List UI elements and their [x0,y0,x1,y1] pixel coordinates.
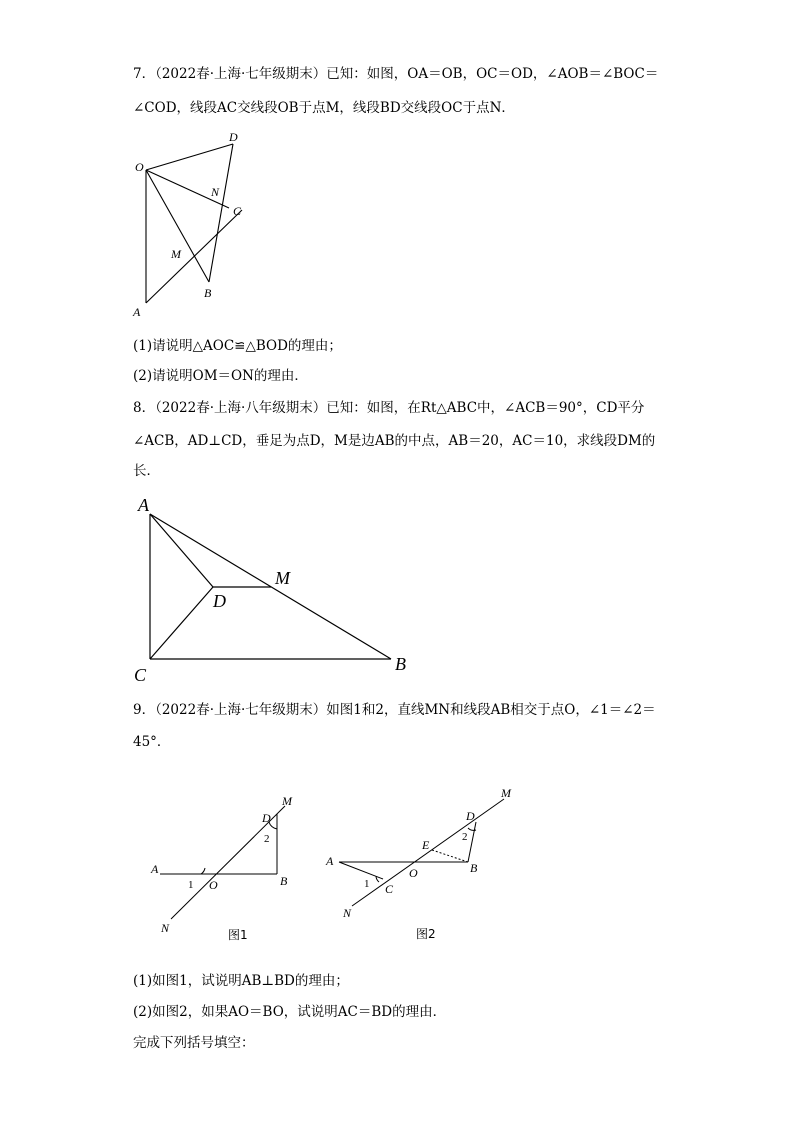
q9-source: （2022春·上海·七年级期末） [155,702,327,718]
fig2-label-A: A [326,854,334,868]
q7-sub1: (1)请说明△AOC≌△BOD的理由； [133,338,342,354]
q9-stem-text1: 如图1和2，直线MN和线段AB相交于点O，∠1＝∠2＝ [326,702,656,718]
fig2-label-angle2: 2 [462,831,468,843]
q7-label-C: C [233,204,242,218]
fig2-line-MN [352,799,504,906]
q7-stem-text1: 已知：如图，OA＝OB，OC＝OD，∠AOB＝∠BOC＝ [326,66,659,82]
q8-label-C: C [134,665,147,685]
q8-label-M: M [275,568,290,588]
fig1-caption: 图1 [228,928,248,942]
fig1-label-O: O [209,878,218,892]
fig2-label-M: M [501,786,511,800]
fig2-label-D: D [466,809,475,823]
fig1-label-N: N [161,921,170,935]
q8-label-D: D [213,591,226,611]
q7-label-B: B [204,286,212,300]
q9-instruction: 完成下列括号填空： [133,1035,255,1051]
q7-source: （2022春·上海·七年级期末） [155,66,327,82]
q7-sub2: (2)请说明OM＝ON的理由． [133,368,308,384]
q9-sub2: (2)如图2，如果AO＝BO，试说明AC＝BD的理由． [133,1004,447,1020]
fig1-label-A: A [151,862,159,876]
fig2-label-B: B [470,861,478,875]
q7-label-A: A [133,305,141,319]
fig2-label-C: C [385,882,394,896]
q8-source: （2022春·上海·八年级期末） [155,400,327,416]
fig1-label-M: M [282,794,292,808]
fig2-label-angle1: 1 [364,878,370,890]
fig1-label-angle2: 2 [264,833,270,845]
q7-label-M: M [171,247,181,261]
fig2-segment-BD [468,822,476,862]
fig2-dashed-EB [432,850,468,862]
q8-stem-line2: ∠ACB，AD⊥CD，垂足为点D，M是边AB的中点，AB＝20，AC＝10，求线段DM的 [133,433,656,449]
q8-stem-line3: 长． [133,463,160,479]
q8-label-B: B [395,654,406,674]
q7-label-D: D [229,130,238,144]
q8-number: 8． [133,400,156,416]
fig1-label-angle1: 1 [188,879,194,891]
fig2-label-E: E [422,838,430,852]
q7-stem-line2: ∠COD，线段AC交线段OB于点M，线段BD交线段OC于点N． [133,100,515,116]
fig2-label-O: O [409,866,418,880]
fig1-label-D: D [262,811,271,825]
fig2-caption: 图2 [416,927,436,941]
fig1-label-B: B [280,874,288,888]
q8-label-A: A [138,495,149,515]
q7-label-N: N [211,185,220,199]
q9-stem-line2: 45°． [133,734,171,750]
fig2-label-N: N [343,906,352,920]
q9-sub1: (1)如图1，试说明AB⊥BD的理由； [133,973,349,989]
q7-number: 7． [133,66,156,82]
q9-number: 9． [133,702,156,718]
q7-label-O: O [135,160,144,174]
q8-stem-text1: 已知：如图，在Rt△ABC中，∠ACB＝90°，CD平分 [326,400,645,416]
